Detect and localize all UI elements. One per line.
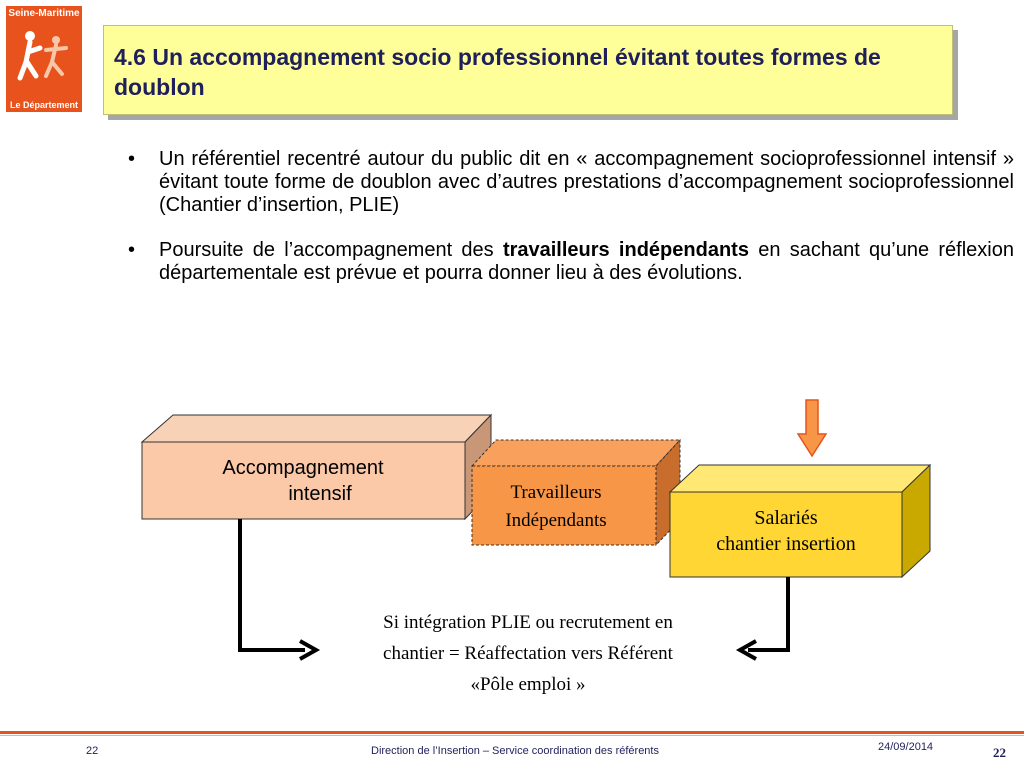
logo-top-text: Seine-Maritime: [8, 8, 80, 19]
bullet-dot-icon: •: [128, 239, 136, 261]
box1-line2: intensif: [288, 483, 352, 505]
footer-date: 24/09/2014: [878, 741, 934, 753]
bullet-text: Un référentiel recentré autour du public dit en « accompagnement socioprofessionnel intensif » évitant toute forme de doublon avec d’autres prestations d’accompagnement socioprofessionnel (Chantier d’insertion, PLIE): [159, 148, 1014, 216]
bullet-text-end: en sachant qu’une réflexion départementale est prévue et pourra donner lieu à des évolutions.: [159, 239, 1014, 284]
footer-center-text: Direction de l’Insertion – Service coordination des référents: [371, 745, 659, 757]
footer-page-number-left: 22: [86, 745, 99, 757]
caption-line1: Si intégration PLIE ou recrutement en: [383, 612, 673, 633]
bullet-dot-icon: •: [128, 148, 136, 170]
salaries-box: [670, 465, 930, 577]
box2-line1: Travailleurs: [510, 482, 602, 503]
orange-down-arrow-icon: [798, 400, 826, 456]
footer-divider: [0, 731, 1024, 734]
box2-line2: Indépendants: [505, 510, 607, 531]
right-connector-arrow: [748, 577, 788, 650]
bullet-bold-text: travailleurs indépendants: [502, 239, 749, 261]
bullet-text: Poursuite de l’accompagnement des: [159, 239, 503, 261]
caption-line3: «Pôle emploi »: [470, 674, 586, 695]
box3-line1: Salariés: [754, 507, 818, 529]
diagram-caption: [383, 612, 674, 695]
box3-line2: chantier insertion: [716, 533, 856, 555]
logo-bottom-text: Le Département: [9, 100, 79, 110]
caption-line2: chantier = Réaffectation vers Référent: [383, 643, 673, 664]
footer-page-number-right: 22: [993, 745, 1006, 760]
box1-line1: Accompagnement: [222, 457, 384, 479]
travailleurs-box: [472, 440, 680, 545]
page-title: 4.6 Un accompagnement socio professionnel évitant toutes formes de doublon: [114, 44, 881, 100]
footer-divider-light: [0, 735, 1024, 736]
accompagnement-box: [142, 415, 491, 519]
left-connector-arrow: [240, 519, 305, 650]
